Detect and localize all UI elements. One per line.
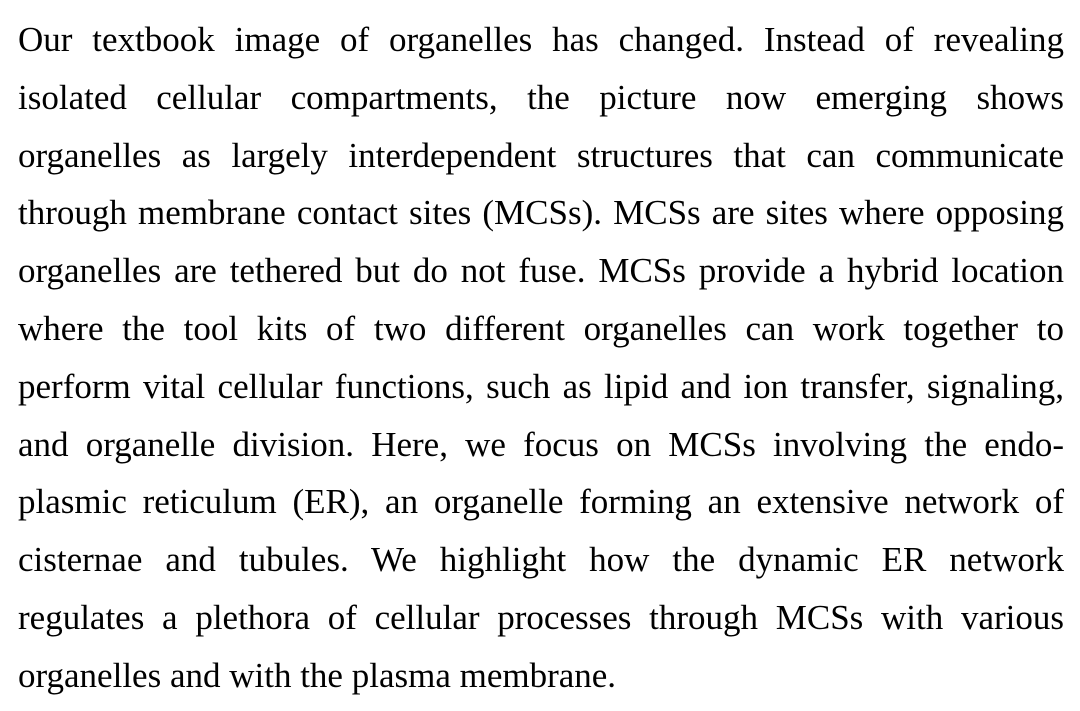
text-line: organelles as largely interdependent structures that can communicate — [18, 135, 1064, 175]
text-line: through membrane contact sites (MCSs). MCSs are sites where opposing — [18, 193, 1064, 233]
text-line: Our textbook image of organelles has changed. Instead of revealing — [18, 20, 1064, 59]
text-line: organelles and with the plasma membrane. — [18, 655, 617, 695]
text-line: cisternae and tubules. We highlight how the dynamic ER network — [18, 540, 1064, 580]
text-line: perform vital cellular functions, such as lipid and ion transfer, signaling, — [18, 366, 1064, 406]
text-line: regulates a plethora of cellular processes through MCSs with various — [18, 597, 1064, 637]
text-line: plasmic reticulum (ER), an organelle forming an extensive network of — [18, 482, 1064, 522]
text-line: isolated cellular compartments, the picture now emerging shows — [18, 77, 1064, 117]
text-line: organelles are tethered but do not fuse. MCSs provide a hybrid location — [18, 251, 1064, 291]
abstract-paragraph — [18, 11, 1064, 701]
text-line: and organelle division. Here, we focus on MCSs involving the endo- — [18, 424, 1064, 464]
text-line: where the tool kits of two different organelles can work together to — [18, 308, 1064, 348]
